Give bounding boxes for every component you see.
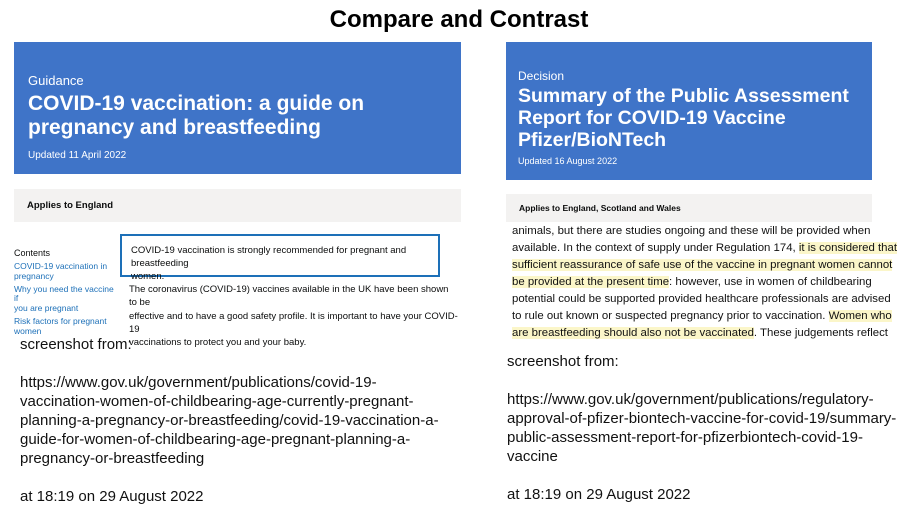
right-applies-to: Applies to England, Scotland and Wales bbox=[506, 194, 872, 222]
right-kicker: Decision bbox=[518, 69, 565, 83]
highlight: Women who bbox=[828, 310, 892, 322]
excerpt-cut-line: animals, but there are studies ongoing and these will be provided when bbox=[512, 225, 871, 237]
slide-title: Compare and Contrast bbox=[329, 6, 589, 33]
left-kicker: Guidance bbox=[28, 73, 84, 88]
right-updated: Updated 16 August 2022 bbox=[518, 156, 618, 166]
left-body-text: The coronavirus (COVID-19) vaccines available in the UK have been shown to be effective and to have a good safety profile. It is important to have your COVID-19 vaccinations to protect you and your baby. bbox=[129, 284, 458, 349]
highlight: be provided at the present time bbox=[512, 276, 670, 288]
left-applies-to: Applies to England bbox=[14, 189, 461, 222]
highlight: are breastfeeding should also not be vaccinated bbox=[512, 327, 754, 339]
left-banner bbox=[14, 42, 461, 174]
left-headline: COVID-19 vaccination: a guide on pregnancy and breastfeeding bbox=[28, 92, 365, 139]
right-timestamp: at 18:19 on 29 August 2022 bbox=[507, 486, 691, 503]
contents-link-vaccination-in-pregnancy[interactable]: COVID-19 vaccination in pregnancy bbox=[14, 261, 108, 281]
left-source-url: https://www.gov.uk/government/publications/covid-19- vaccination-women-of-childbearing-age-currently-pregnant- planning-a-pregnancy-or-breastfeeding/covid-19-vaccination-a- guide-for-women-of-childbearing-age-pregnant-planning-a- pregnancy-or-breastfeeding bbox=[20, 374, 439, 467]
assessment-excerpt: animals, but there are studies ongoing and these will be provided when available. In the context of supply under Regulation 174, it is considered that sufficient reassurance of safe use of the vaccine in pregnant women cannot be provided at the present time: however, use in women of childbearing potential could be supported provided healthcare professionals are advised to rule out known or suspected pregnancy prior to vaccination. Women who are breastfeeding should also not be vaccinated. These judgements reflect bbox=[512, 225, 897, 339]
contents-list bbox=[14, 262, 114, 336]
contents-link-risk-factors[interactable]: Risk factors for pregnant women bbox=[14, 315, 107, 336]
left-timestamp: at 18:19 on 29 August 2022 bbox=[20, 488, 204, 505]
highlight: it is considered that bbox=[798, 242, 897, 254]
right-source-url: https://www.gov.uk/government/publications/regulatory- approval-of-pfizer-biontech-vaccine-for-covid-19/summary- public-assessment-report-for-pfizerbiontech-covid-19-vaccine bbox=[507, 391, 897, 465]
right-headline: Summary of the Public Assessment Report for COVID-19 Vaccine Pfizer/BioNTech bbox=[518, 85, 849, 151]
contents-link-why-you-need-vaccine[interactable]: Why you need the vaccine if you are pregnant bbox=[14, 283, 114, 314]
right-banner bbox=[506, 42, 872, 180]
left-updated: Updated 11 April 2022 bbox=[28, 150, 127, 161]
contents-title: Contents bbox=[14, 248, 51, 258]
recommendation-callout: COVID-19 vaccination is strongly recommended for pregnant and breastfeeding women. bbox=[120, 234, 440, 277]
right-caption: screenshot from: https://www.gov.uk/government/publications/regulatory- approval-of-pfizer-biontech-vaccine-for-covid-19/summary- public-assessment-report-for-pfizerbiontech-covid-19-vaccine at 18:19 on 29 August 2022 bbox=[507, 352, 912, 504]
left-caption: screenshot from: https://www.gov.uk/government/publications/covid-19- vaccination-women-of-childbearing-age-currently-pregnant- planning-a-pregnancy-or-breastfeeding/covid-19-vaccination-a- guide-for-women-of-childbearing-age-pregnant-planning-a- pregnancy-or-breastfeeding at 18:19 on 29 August 2022 bbox=[20, 335, 460, 506]
highlight: sufficient reassurance of safe use of the vaccine in pregnant women cannot bbox=[512, 259, 893, 271]
